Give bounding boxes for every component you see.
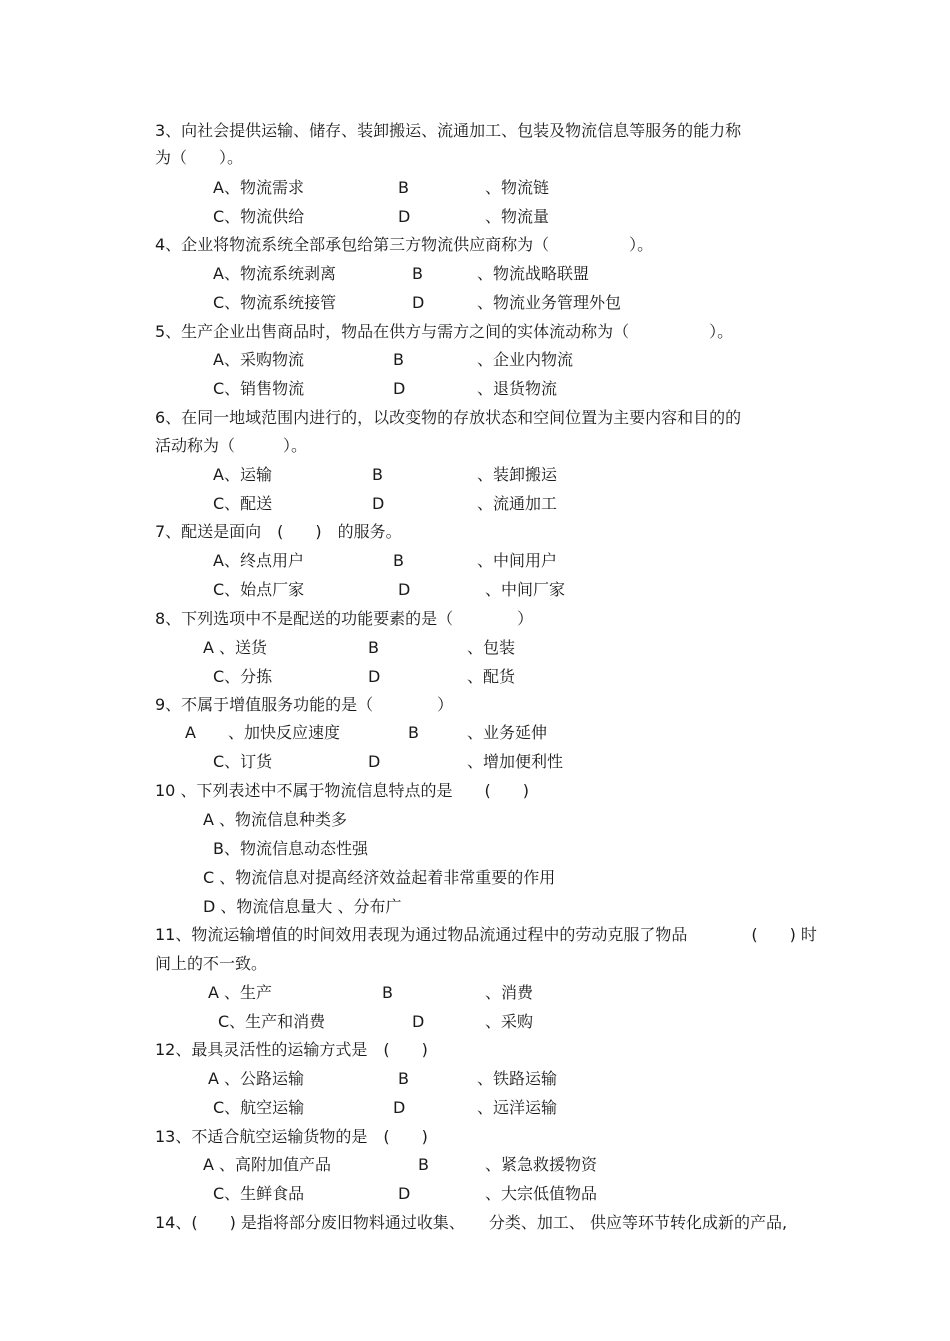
question-10-option-d: D 、物流信息量大 、分布广 (203, 897, 402, 916)
question-8-option-a: A 、送货 (203, 638, 268, 657)
question-3-stem-continued: 为（ ）。 (155, 148, 244, 167)
question-7-option-d-letter: D (398, 580, 411, 599)
question-11-option-b-letter: B (382, 983, 393, 1002)
question-9-option-b-letter: B (408, 723, 419, 742)
question-5-option-d: 、退货物流 (477, 379, 558, 398)
question-9-option-b: 、业务延伸 (467, 723, 548, 742)
question-8-option-b: 、包装 (467, 638, 516, 657)
question-13-option-d-letter: D (398, 1184, 411, 1203)
question-13-option-a: A 、高附加值产品 (203, 1155, 332, 1174)
question-11-option-d: 、采购 (485, 1012, 534, 1031)
question-7-option-b: 、中间用户 (477, 551, 558, 570)
question-4-option-a: A、物流系统剥离 (213, 264, 336, 283)
question-6-stem: 6、在同一地域范围内进行的，以改变物的存放状态和空间位置为主要内容和目的的 (155, 408, 742, 427)
question-13-option-d: 、大宗低值物品 (485, 1184, 598, 1203)
question-5-option-c: C、销售物流 (213, 379, 305, 398)
question-12-option-c: C、航空运输 (213, 1098, 305, 1117)
question-14-stem: 14、( ) 是指将部分废旧物料通过收集、 分类、加工、 供应等环节转化成新的产品, (155, 1213, 788, 1232)
question-3-option-d: 、物流量 (485, 207, 550, 226)
question-3-option-a: A、物流需求 (213, 178, 304, 197)
question-3-stem: 3、向社会提供运输、储存、装卸搬运、流通加工、包装及物流信息等服务的能力称 (155, 121, 742, 140)
question-8-stem: 8、下列选项中不是配送的功能要素的是（ ） (155, 609, 534, 628)
question-7-option-c: C、始点厂家 (213, 580, 305, 599)
question-12-option-b: 、铁路运输 (477, 1069, 558, 1088)
question-11-stem: 11、物流运输增值的时间效用表现为通过物品流通过程中的劳动克服了物品 ( ) 时 (155, 925, 817, 944)
question-6-option-b-letter: B (372, 465, 383, 484)
question-6-stem-continued: 活动称为（ ）。 (155, 436, 308, 455)
question-10-option-a: A 、物流信息种类多 (203, 810, 348, 829)
question-8-option-c: C、分拣 (213, 667, 273, 686)
question-4-option-b-letter: B (412, 264, 423, 283)
question-8-option-d: 、配货 (467, 667, 516, 686)
question-5-option-a: A、采购物流 (213, 350, 304, 369)
question-9-option-d: 、增加便利性 (467, 752, 564, 771)
question-6-option-c: C、配送 (213, 494, 273, 513)
question-4-option-d: 、物流业务管理外包 (477, 293, 622, 312)
question-8-option-d-letter: D (368, 667, 381, 686)
question-12-option-a: A 、公路运输 (208, 1069, 305, 1088)
question-11-option-b: 、消费 (485, 983, 534, 1002)
question-12-stem: 12、最具灵活性的运输方式是 ( ) (155, 1040, 428, 1059)
question-13-option-b-letter: B (418, 1155, 429, 1174)
question-3-option-d-letter: D (398, 207, 411, 226)
question-12-option-d: 、远洋运输 (477, 1098, 558, 1117)
question-7-stem: 7、配送是面向 ( ) 的服务。 (155, 522, 402, 541)
question-8-option-b-letter: B (368, 638, 379, 657)
question-13-option-b: 、紧急救援物资 (485, 1155, 598, 1174)
question-6-option-b: 、装卸搬运 (477, 465, 558, 484)
question-13-option-c: C、生鲜食品 (213, 1184, 305, 1203)
question-3-option-c: C、物流供给 (213, 207, 305, 226)
question-4-option-c: C、物流系统接管 (213, 293, 337, 312)
question-11-option-c: C、生产和消费 (218, 1012, 326, 1031)
question-6-option-d-letter: D (372, 494, 385, 513)
question-5-stem: 5、生产企业出售商品时，物品在供方与需方之间的实体流动称为（ ）。 (155, 322, 734, 341)
question-4-option-d-letter: D (412, 293, 425, 312)
question-3-option-b: 、物流链 (485, 178, 550, 197)
question-3-option-b-letter: B (398, 178, 409, 197)
question-11-option-a: A 、生产 (208, 983, 273, 1002)
question-9-stem: 9、不属于增值服务功能的是（ ） (155, 695, 454, 714)
question-5-option-d-letter: D (393, 379, 406, 398)
question-5-option-b: 、企业内物流 (477, 350, 574, 369)
question-7-option-b-letter: B (393, 551, 404, 570)
question-9-option-d-letter: D (368, 752, 381, 771)
question-10-option-b: B、物流信息动态性强 (213, 839, 368, 858)
question-12-option-b-letter: B (398, 1069, 409, 1088)
question-11-stem-continued: 间上的不一致。 (155, 954, 268, 973)
question-11-option-d-letter: D (412, 1012, 425, 1031)
question-6-option-d: 、流通加工 (477, 494, 558, 513)
question-7-option-a: A、终点用户 (213, 551, 304, 570)
question-7-option-d: 、中间厂家 (485, 580, 566, 599)
question-12-option-d-letter: D (393, 1098, 406, 1117)
question-10-stem: 10 、下列表述中不属于物流信息特点的是 ( ) (155, 781, 529, 800)
question-10-option-c: C 、物流信息对提高经济效益起着非常重要的作用 (203, 868, 556, 887)
question-9-option-a: A 、加快反应速度 (185, 723, 340, 742)
question-4-option-b: 、物流战略联盟 (477, 264, 590, 283)
question-5-option-b-letter: B (393, 350, 404, 369)
question-9-option-c: C、订货 (213, 752, 273, 771)
question-4-stem: 4、企业将物流系统全部承包给第三方物流供应商称为（ ）。 (155, 235, 654, 254)
question-6-option-a: A、运输 (213, 465, 272, 484)
question-13-stem: 13、不适合航空运输货物的是 ( ) (155, 1127, 428, 1146)
